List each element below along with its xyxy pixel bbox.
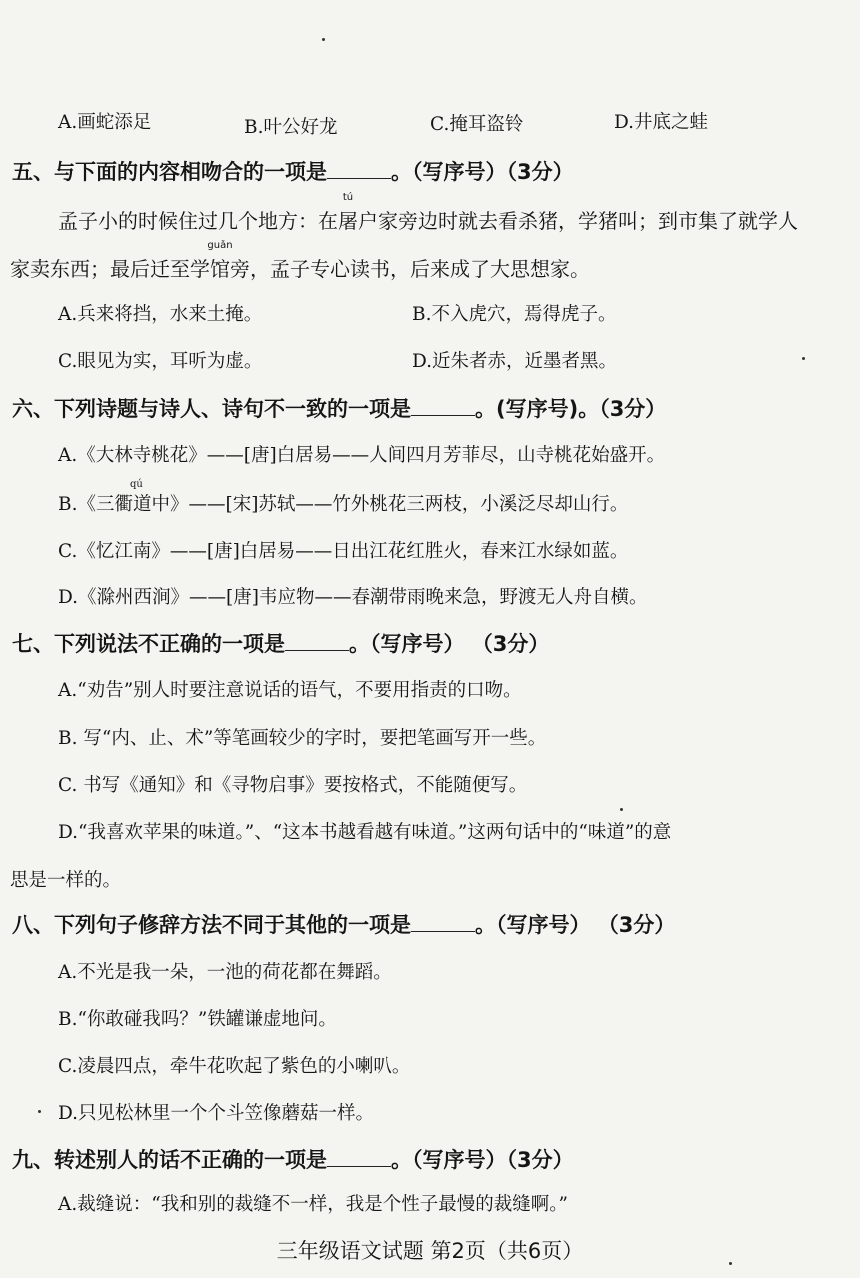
question-6-option-d: D.《滁州西涧》——[唐]韦应物——春潮带雨晚来急，野渡无人舟自横。 (58, 587, 648, 608)
question-6-title: 六、下列诗题与诗人、诗句不一致的一项是 。(写序号)。（3分） (12, 397, 667, 421)
question-8-title: 八、下列句子修辞方法不同于其他的一项是 。（写序号） （3分） (12, 913, 676, 937)
question-8-option-d: D.只见松林里一个个斗笠像蘑菇一样。 (58, 1103, 375, 1124)
question-5-title: 五、与下面的内容相吻合的一项是 。（写序号）（3分） (12, 160, 574, 184)
question-5-option-a: A.兵来将挡，水来土掩。 (58, 304, 263, 325)
question-5-option-c: C.眼见为实，耳听为虚。 (58, 351, 263, 372)
answer-blank[interactable] (285, 632, 349, 651)
question-8-option-b: B.“你敢碰我吗？”铁罐谦虚地问。 (58, 1009, 337, 1030)
pinyin-annotation: guǎn (207, 240, 233, 251)
scan-speck (322, 38, 325, 41)
answer-blank[interactable] (327, 1148, 391, 1167)
question-5-option-d: D.近朱者赤，近墨者黑。 (412, 351, 618, 372)
question-6-option-b: B.《三衢道中》——[宋]苏轼——竹外桃花三两枝，小溪泛尽却山行。 (58, 494, 629, 515)
page-footer: 三年级语文试题 第2页（共6页） (276, 1239, 584, 1263)
question-8-option-a: A.不光是我一朵，一池的荷花都在舞蹈。 (58, 962, 392, 983)
question-9-title: 九、转述别人的话不正确的一项是 。（写序号）（3分） (12, 1148, 574, 1172)
question-7-option-c: C. 书写《通知》和《寻物启事》要按格式，不能随便写。 (58, 775, 528, 796)
question-7-option-a: A.“劝告”别人时要注意说话的语气，不要用指责的口吻。 (58, 680, 522, 701)
prev-option-d: D.井底之蛙 (614, 112, 709, 133)
question-5-passage-line-1: 孟子小的时候住过几个地方：在 tú 屠户家旁边时就去看杀猪，学猪叫；到市集了就学人 (58, 192, 798, 233)
pinyin-annotation: qú (130, 479, 143, 490)
prev-option-b: B.叶公好龙 (244, 117, 338, 138)
question-7-title: 七、下列说法不正确的一项是 。（写序号） （3分） (12, 632, 550, 656)
question-7-option-d-continued: 思是一样的。 (10, 870, 122, 891)
question-7-option-d: D.“我喜欢苹果的味道。”、“这本书越看越有味道。”这两句话中的“味道”的意 (58, 822, 672, 843)
question-5-passage-line-2: 家卖东西；最后迁至学 guǎn 馆旁，孟子专心读书，后来成了大思想家。 (10, 240, 590, 281)
question-7-option-b: B. 写“内、止、术”等笔画较少的字时，要把笔画写开一些。 (58, 728, 547, 749)
prev-option-a: A.画蛇添足 (58, 112, 152, 133)
question-6-option-c: C.《忆江南》——[唐]白居易——日出江花红胜火，春来江水绿如蓝。 (58, 541, 629, 562)
question-8-option-c: C.凌晨四点，牵牛花吹起了紫色的小喇叭。 (58, 1056, 411, 1077)
question-6-option-a: A.《大林寺桃花》——[唐]白居易——人间四月芳菲尽，山寺桃花始盛开。 (58, 445, 666, 466)
answer-blank[interactable] (411, 397, 475, 416)
answer-blank[interactable] (411, 913, 475, 932)
answer-blank[interactable] (327, 160, 391, 179)
question-9-option-a: A.裁缝说：“我和别的裁缝不一样，我是个性子最慢的裁缝啊。” (58, 1194, 568, 1215)
prev-option-c: C.掩耳盗铃 (430, 114, 524, 135)
scan-speck (802, 357, 805, 360)
pinyin-annotation: tú (342, 192, 354, 203)
question-5-option-b: B.不入虎穴，焉得虎子。 (412, 304, 617, 325)
scan-speck (38, 1110, 41, 1113)
scan-speck (620, 808, 623, 811)
scan-speck (729, 1262, 732, 1265)
